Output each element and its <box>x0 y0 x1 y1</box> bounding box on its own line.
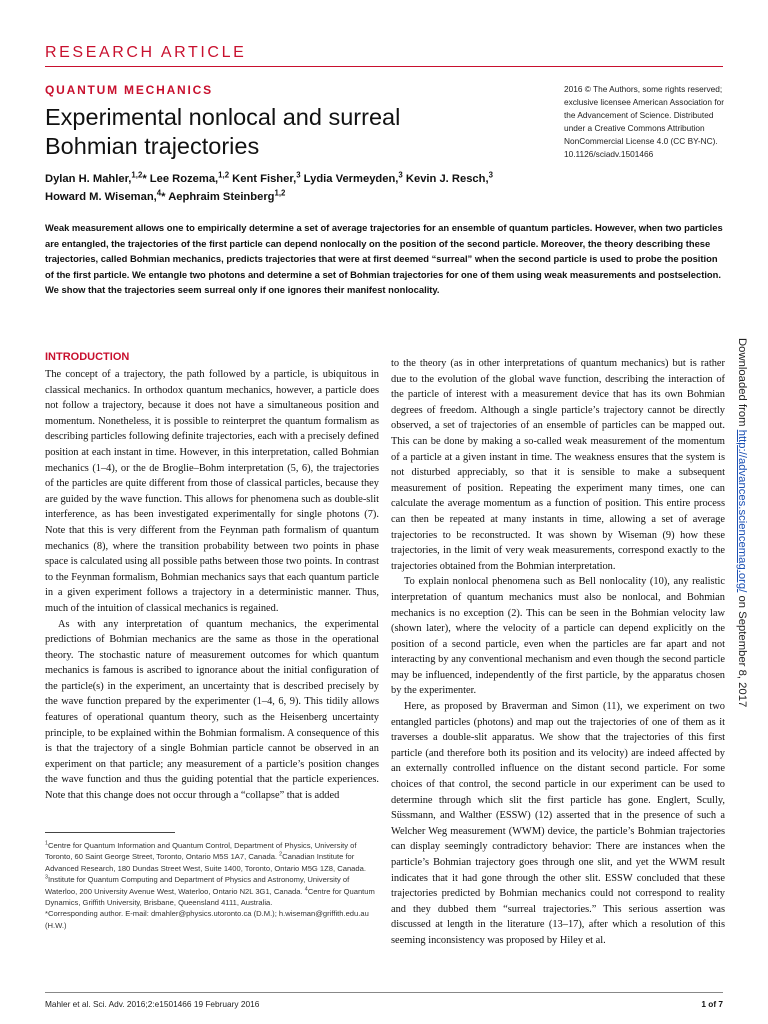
affiliation-number: 1 <box>45 840 48 847</box>
body-paragraph: to the theory (as in other interpretations of quantum mechanics) but is rather due to the evolution of the global wave function, describing the interaction of the particle of interest with a measurement device that has its own Bohmian degrees of freedom. Although a single particle’s trajectory cannot be directly observed, a set of trajectories of an ensemble of particles can be mapped out. This can be done by making a so-called weak measurement of the momentum of a particle at a given instant in time. The weakness ensures that the system is not disturbed appreciably, so that it is sensible to make a subsequent measurement of position. Repeating the experiment many times, one can calculate the average momentum as a function of position. This entire process can then be repeated at many instants in time, allowing a set of average trajectories to be reconstructed. It was shown by Wiseman (9) how these trajectories, in the limit of very weak measurements, correspond exactly to the trajectories obtained from the Bohmian interpretation. <box>391 358 725 572</box>
license-line: NonCommercial License 4.0 (CC BY-NC). <box>564 136 718 146</box>
affiliations-footnotes <box>45 840 379 931</box>
download-link[interactable]: http://advances.sciencemag.org/ <box>736 429 748 593</box>
license-notice <box>564 83 734 161</box>
footer-divider <box>45 992 723 993</box>
body-paragraph: To explain nonlocal phenomena such as Bell nonlocality (10), any realistic interpretation of quantum mechanics must also be nonlocal, and Bohmian mechanics is no exception (2). This can be seen in the Bohmian velocity law (shown later), where the velocity of a particle can depend explicitly on the position of a second particle, even when the particles are far apart and not interacting by any conventional mechanism and even though the second particle may be influenced, independently of the first particle, by the apparatus chosen by the experimenter. <box>391 576 725 697</box>
abstract: Weak measurement allows one to empirically determine a set of average trajectories for an ensemble of quantum particles. However, when two particles are entangled, the trajectories of the first particle can depend nonlocally on the position of the second particle. Moreover, the theory describing these trajectories, called Bohmian mechanics, predicts trajectories that were at first deemed “surreal” when the second particle is used to probe the position of the first particle. We entangle two photons and determine a set of Bohmian trajectories for one of them using weak measurements and postselection. We show that the trajectories seem surreal only if one ignores their manifest nonlocality. <box>45 222 723 296</box>
body-column-left <box>45 367 379 804</box>
author-name: Dylan H. Mahler, <box>45 173 132 185</box>
author-name: Kevin J. Resch, <box>402 173 489 185</box>
author-affiliation-sup: 1,2 <box>218 170 230 180</box>
body-column-right <box>391 356 725 949</box>
footer-citation: Mahler et al. Sci. Adv. 2016;2:e1501466 19 February 2016 <box>45 999 260 1009</box>
article-title <box>45 103 515 161</box>
author-name: Lydia Vermeyden, <box>300 173 399 185</box>
download-suffix: on September 8, 2017 <box>736 592 748 708</box>
license-line: the Advancement of Science. Distributed <box>564 110 714 120</box>
footnote-divider <box>45 832 175 833</box>
affiliation: $^1$Centre for Quantum Information and Quantum Control, Department of Physics, University of Toronto, 60 Saint George Street, Toronto, Ontario M5S 1A7, Canada. $^2$Canadian Institute for Advanced Research, 180 Dundas Street West, Suite 1400, Toronto, Ontario M5G 1Z8, Canada. $^3$Institute for Quantum Computing and Department of Physics and Astronomy, University of Waterloo, 200 University Avenue West, Waterloo, Ontario N2L 3G1, Canada. $^4$Centre for Quantum Dynamics, Griffith University, Brisbane, Queensland 4111, Australia. <box>45 840 375 908</box>
body-paragraph: Here, as proposed by Braverman and Simon (11), we experiment on two entangled particles (photons) and map out the trajectories of one of them as it traverses a double-slit apparatus. We show that the trajectories of this first particle (and therefore both its position and its velocity) are indeed affected by an externally controlled influence on the distant second particle. For some choices of that control, the second particle in our experiment can be used to determine through which slit the first particle has gone. Englert, Scully, Süssmann, and Walther (ESSW) (12) asserted that in the presence of such a Welcher Weg measurement (WWM) device, the particle’s Bohmian trajectories can display seemingly contradictory behavior: There are instances when the particle’s Bohmian trajectory goes through one slit, and yet the WWM result indicates that it had gone through the other slit. ESSW concluded that these trajectories predicted by Bohmian mechanics could not correspond to reality and they dubbed them “surreal trajectories.” This serious assertion was discussed at length in the literature (13–17), after which a resolution of this seeming inconsistency was proposed by Hiley et al. <box>391 701 725 946</box>
license-line: exclusive licensee American Association for <box>564 97 725 107</box>
download-watermark <box>736 338 748 707</box>
license-line: 2016 © The Authors, some rights reserved; <box>564 84 723 94</box>
affiliation-number: 3 <box>45 874 48 881</box>
author-name: * Aephraim Steinberg <box>161 191 275 203</box>
author-affiliation-sup: 1,2 <box>274 188 286 198</box>
corresponding-author: *Corresponding author. E-mail: dmahler@physics.utoronto.ca (D.M.); h.wiseman@griffith.edu.au (H.W.) <box>45 909 369 930</box>
author-name: Howard M. Wiseman, <box>45 191 157 203</box>
license-line: under a Creative Commons Attribution <box>564 123 705 133</box>
title-line-2: Bohmian trajectories <box>45 133 260 159</box>
author-name: * Lee Rozema, <box>142 173 219 185</box>
article-type-kicker: RESEARCH ARTICLE <box>45 44 247 61</box>
author-affiliation-sup: 3 <box>488 170 493 180</box>
title-line-1: Experimental nonlocal and surreal <box>45 104 401 130</box>
doi: 10.1126/sciadv.1501466 <box>564 149 654 159</box>
author-affiliation-sup: 1,2 <box>131 170 143 180</box>
author-affiliation-sup: 3 <box>398 170 403 180</box>
affiliation-number: 4 <box>304 886 308 893</box>
download-prefix: Downloaded from <box>736 338 748 430</box>
author-name: Kent Fisher, <box>229 173 297 185</box>
body-paragraph: As with any interpretation of quantum mechanics, the experimental predictions of Bohmian mechanics are the same as those in the operational theory. The stochastic nature of measurement outcomes for which quantum mechanics is famous is ascribed to ignorance about the initial configuration of the particle(s) in the experiment, an uncertainty that is described precisely by the wave function prepared by the experimenter (1–4, 6, 9). This tidily allows features of operational quantum theory, such as the Heisenberg uncertainty principle, to be explained within the Bohmian formalism. A consequence of this is that the trajectory of a single Bohmian particle cannot be observed in an experiment on that particle; any measurement of a particle’s position changes the wave function and thus the guiding potential that the particle experiences. Note that this change does not occur through a “collapse” that is added <box>45 618 379 802</box>
author-affiliation-sup: 4 <box>156 188 162 198</box>
body-paragraph: The concept of a trajectory, the path followed by a particle, is ubiquitous in classical mechanics. In orthodox quantum mechanics, however, a particle does not follow a trajectory, because it does not have a simultaneous position and momentum. Nonetheless, it is possible to reinterpret the quantum formalism as describing particles following definite trajectories, each with a precisely defined position at each instant in time. However, in this interpretation, called Bohmian mechanics (1–4), or the de Broglie–Bohm interpretation (5, 6), the trajectories of the particles are quite different from those of classical particles, because they are guided by the wave function. This allows for phenomena such as double-slit interference, as has been investigated experimentally for single photons (7). Note that this is very different from the Feynman path formalism of quantum mechanics (8), where the transition probability between two points in phase space is calculated using all possible paths between those two points. In contrast to the Feynman formalism, Bohmian mechanics says that each quantum particle in a given experiment follows a trajectory in a deterministic manner. Thus, much of the intuition of classical mechanics is regained. <box>45 369 379 614</box>
kicker-divider <box>45 66 723 67</box>
section-label: QUANTUM MECHANICS <box>45 83 213 97</box>
affiliation-number: 2 <box>279 851 283 858</box>
author-affiliation-sup: 3 <box>296 170 301 180</box>
author-list <box>45 170 645 206</box>
introduction-heading: INTRODUCTION <box>45 351 130 363</box>
page-number: 1 of 7 <box>701 999 723 1009</box>
